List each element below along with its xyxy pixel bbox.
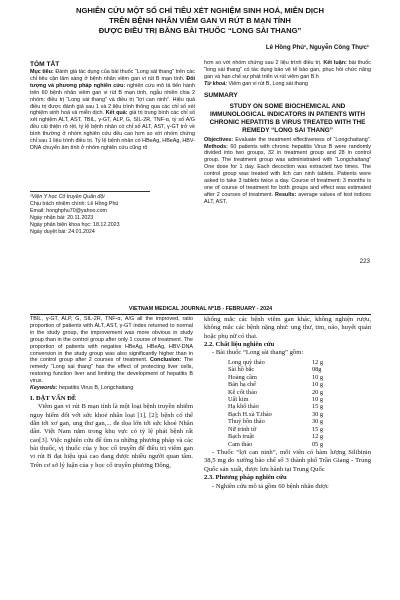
summary-heading: SUMMARY: [204, 91, 238, 99]
objectives-label: Objectives:: [204, 136, 234, 143]
objective-label: Mục tiêu:: [30, 69, 54, 75]
intro-heading: I. ĐẶT VẤN ĐỀ: [30, 394, 77, 402]
methods-text: 60 patients with chronic hepatitis Virus B were randomly divided into two groups, 32 in treatment group and 28 in control group. The treatment group was administrated with “Longchaitang” One dose for 1 day. Each decoction was extracted two times. The control group was treated with lich can ninh tablets. Patients were asked to take 3 tablets twice a day. Course of treatment: 3 months is one of course of treatment for both groups and effect was estimated after 2 courses of treatment.: [204, 143, 371, 198]
ingredient-row: [222, 441, 342, 448]
ingredient-name: Kê cốt thảo: [228, 388, 258, 396]
ingredient-name: Bạch truật: [228, 433, 255, 441]
ingredient-amount: 15 g: [312, 425, 324, 433]
footnote-line: ¹Viện Y học Cổ truyền Quân đội: [30, 194, 105, 200]
ingredient-amount: 10 g: [312, 395, 324, 403]
ingredient-row: [222, 433, 342, 440]
continuation-text: hơn so với nhóm chứng sau 2 liệu trình điều trị.: [204, 60, 324, 66]
exclusion-text: khống mắc các bệnh viêm gan khác, không nghiện rượu, không mắc các bệnh nặng như: ung thư, tim, não, huyết quản hoặc phụ nữ có thai.: [204, 316, 371, 340]
ingredient-row: [222, 403, 342, 410]
ingredient-amount: 05 g: [312, 440, 324, 448]
ingredient-amount: 30 g: [312, 410, 324, 418]
page-224: [0, 302, 400, 600]
keywords-paragraph-en: [30, 385, 193, 392]
abstract-text: TBIL, γ-GT, ALP, G, SIL-2R, TNF-α, A/G all the improved, ratio proportion of patients with ALT, AST, γ-GT index returned to normal in the study group, the improvement was more obvious in study group than in the control group after only 1 course of treatment. The proportion of patients with negative HBeAg, HBeAg, HBV-DNA conversion in the study group was also significantly higher than in the control group after 2 courses of treatment.: [30, 316, 193, 364]
keywords-label: Từ khoá:: [204, 80, 228, 87]
abstract-continuation: [204, 60, 371, 81]
footnote: [30, 191, 150, 236]
title-line: TRÊN BỆNH NHÂN VIÊM GAN VI RÚT B MẠN TÍNH: [109, 16, 291, 25]
ingredient-name: Bản hạ chế: [228, 381, 256, 389]
ingredient-name: Hạ khô thảo: [228, 403, 259, 411]
ingredient-row: [222, 374, 342, 381]
article-title: [30, 6, 370, 36]
ingredient-amount: 08g: [312, 366, 322, 374]
summary-paragraph: [204, 137, 371, 206]
ingredient-amount: 15 g: [312, 403, 324, 411]
ingredient-name: Uất kim: [228, 395, 249, 403]
intro-paragraph: Viêm gan vi rút B mạn tính là một loại bệnh truyền nhiễm nguy hiểm đối với sức khoẻ nhân loại [1], [2]; bệnh có thể dẫn tới xơ gan, ung thư gan,... đe dọa lớn tới sức khoẻ Nhân dân. Việt Nam nằm trong khu vực có tỷ lệ phát bệnh rất cao[3]. Việc nghiên cứu để tìm ra những phương pháp và các bài thuốc, vị thuốc của y học cổ truyền để điều trị viêm gan vi rút B đạt hiệu quả cao đang được nhiều người quan tâm. Trên cơ sở lý luận của y học cổ truyền phương Đông,: [30, 403, 193, 469]
ingredient-amount: 10 g: [312, 381, 324, 389]
conclusion-label-en: Conclusion:: [150, 357, 182, 364]
control-drug-text: - Thuốc “lợi can ninh”, mỗi viên có hàm lượng Silibinin 38,5 mg do xưởng bào chế số 3 thành phố Trần Giang - Trung Quốc sản xuất, được lưu hành tại Trung Quốc: [204, 449, 371, 473]
ingredient-row: [222, 411, 342, 418]
keywords-text-en: hepatitis Virus B, Longchaitang: [57, 385, 134, 392]
authors: Lê Hồng Phú¹, Nguyễn Công Thực¹: [265, 44, 369, 51]
subjects-text: nghiên cứu mô tả tiến hành trên 60 bệnh nhân viêm gan vi rút B mạn tính, ngẫu nhiên chia 2 nhóm: điều trị “Long sài thang” và điều trị “lợi can ninh”. Hiệu quả điều trị được đánh giá sau 1 và 2 liệu trình thông qua các chỉ số xét nghiệm sinh hoá và miễn dịch.: [30, 82, 195, 117]
english-title: STUDY ON SOME BIOCHEMICAL AND IMMUNOLOGICAL INDICATORS IN PATIENTS WITH CHRONIC HEPATITIS B VIRUS TREATED WITH THE REMEDY “LONG SAI THANG”: [209, 102, 366, 134]
right-column: [204, 316, 371, 491]
ingredient-table: [222, 359, 342, 448]
results-text-en: average values of test indices ALT, AST,: [204, 191, 371, 205]
vietnamese-abstract: [30, 60, 195, 152]
page-number: 223: [359, 258, 370, 265]
ingredient-name: Long quỳ thảo: [228, 358, 265, 366]
footnote-line: Chịu trách nhiệm chính: Lê Hồng Phú: [30, 201, 119, 207]
ingredient-row: [222, 418, 342, 425]
results-label-en: Results:: [275, 191, 297, 198]
title-line: NGHIÊN CỨU MỘT SỐ CHỈ TIÊU XÉT NGHIỆM SINH HOÁ, MIỄN DỊCH: [75, 6, 325, 15]
ingredient-amount: 12 g: [312, 358, 324, 366]
ingredient-row: [222, 366, 342, 373]
ingredient-amount: 20 g: [312, 388, 324, 396]
results-label: Kết quả:: [105, 110, 128, 117]
journal-header: VIETNAM MEDICAL JOURNAL Nº1B - FEBRUARY - 2024: [30, 306, 371, 315]
methods-heading: 2.3. Phương pháp nghiên cứu: [204, 474, 287, 482]
results-text: giá trị trung bình các chỉ số xét nghiệm ALT, AST, TBIL, γ-GT, ALP, G, SIL-2R, TNF-α, tỷ số A/G đều cải thiện rõ rệt, tỷ lệ bệnh nhân có chỉ số ALT, AST, γ-GT trở về bình thường ở nhóm nghiên cứu đều cao hơn so với nhóm chứng chỉ sau 1 liệu trình điều trị. Tỷ lệ bệnh nhân có HBeAg, HBeAg, HBV-DNA chuyển âm tính ở nhóm nghiên cứu cũng rõ: [30, 110, 195, 151]
objectives-text: Evaluate the treatment effectiveness of “Longchaitang”.: [233, 136, 371, 143]
ingredient-name: Hoàng cầm: [228, 373, 257, 381]
ingredient-row: [222, 396, 342, 403]
footnote-line: Ngày nhận bài: 20.11.2023: [30, 215, 94, 221]
ingredient-amount: 30 g: [312, 418, 324, 426]
abstract-heading: TÓM TẮT: [30, 61, 60, 68]
footnote-line: Ngày duyệt bài: 24.01.2024: [30, 229, 95, 235]
keywords-paragraph: [204, 81, 371, 88]
ingredient-row: [222, 381, 342, 388]
methods-label: Methods:: [204, 143, 228, 150]
ingredient-amount: 12 g: [312, 433, 324, 441]
english-abstract-continuation: [30, 316, 193, 385]
left-column: [30, 316, 193, 470]
conclusion-label: Kết luận:: [323, 60, 347, 66]
objective-text: Đánh giá tác dụng của bài thuốc “Long sài thang” trên các chỉ tiêu cận lâm sàng ở bệnh nhân viêm gan vi rút B mạn tính.: [30, 69, 195, 82]
ingredient-row: [222, 426, 342, 433]
title-line: ĐƯỢC ĐIỀU TRỊ BẰNG BÀI THUỐC “LONG SÀI THANG”: [98, 26, 302, 35]
page-223: [0, 0, 400, 290]
conclusion-text: bài thuốc “long sài thang” có tác dụng bảo vệ tế bào gan, phục hồi chức năng gan và hạn chế sự phát triển vi rút viêm gan B.h: [204, 60, 371, 80]
ingredient-name: Bạch H.xà T.thảo: [228, 410, 272, 418]
ingredient-name: Sài hồ bắc: [228, 366, 255, 374]
ingredient-row: [222, 389, 342, 396]
ingredient-row: [222, 359, 342, 366]
keywords-label-en: Keywords:: [30, 385, 58, 392]
abstract-paragraph: [30, 69, 195, 152]
footnote-line: Ngày phản biện khoa học: 18.12.2023: [30, 222, 120, 228]
right-column: [204, 60, 371, 206]
subjects-label: Đối tượng và phương pháp nghiên cứu:: [30, 75, 195, 89]
ingredient-name: Cam thảo: [228, 440, 253, 448]
remedy-line: - Bài thuốc “Long sài thang” gồm:: [212, 349, 304, 357]
ingredient-name: Nữ trinh tử: [228, 425, 257, 433]
ingredient-name: Thuỷ bồn thảo: [228, 418, 265, 426]
conclusion-text-en: The remedy “Long sai thang” has the effect of protecting liver cells, restoring function liver and limiting the development of hepatitis B virus.: [30, 357, 193, 385]
keywords-text: Viêm gan vi rút B, Long sài thang: [227, 80, 308, 87]
materials-heading: 2.2. Chất liệu nghiên cứu: [204, 340, 275, 348]
page-gap: [0, 290, 400, 302]
methods-text-vn: - Nghiên cứu mô tả gồm 60 bệnh nhân được: [212, 482, 329, 490]
ingredient-amount: 10 g: [312, 373, 324, 381]
footnote-line: Email: honghphu70@yahoo.com: [30, 208, 107, 214]
